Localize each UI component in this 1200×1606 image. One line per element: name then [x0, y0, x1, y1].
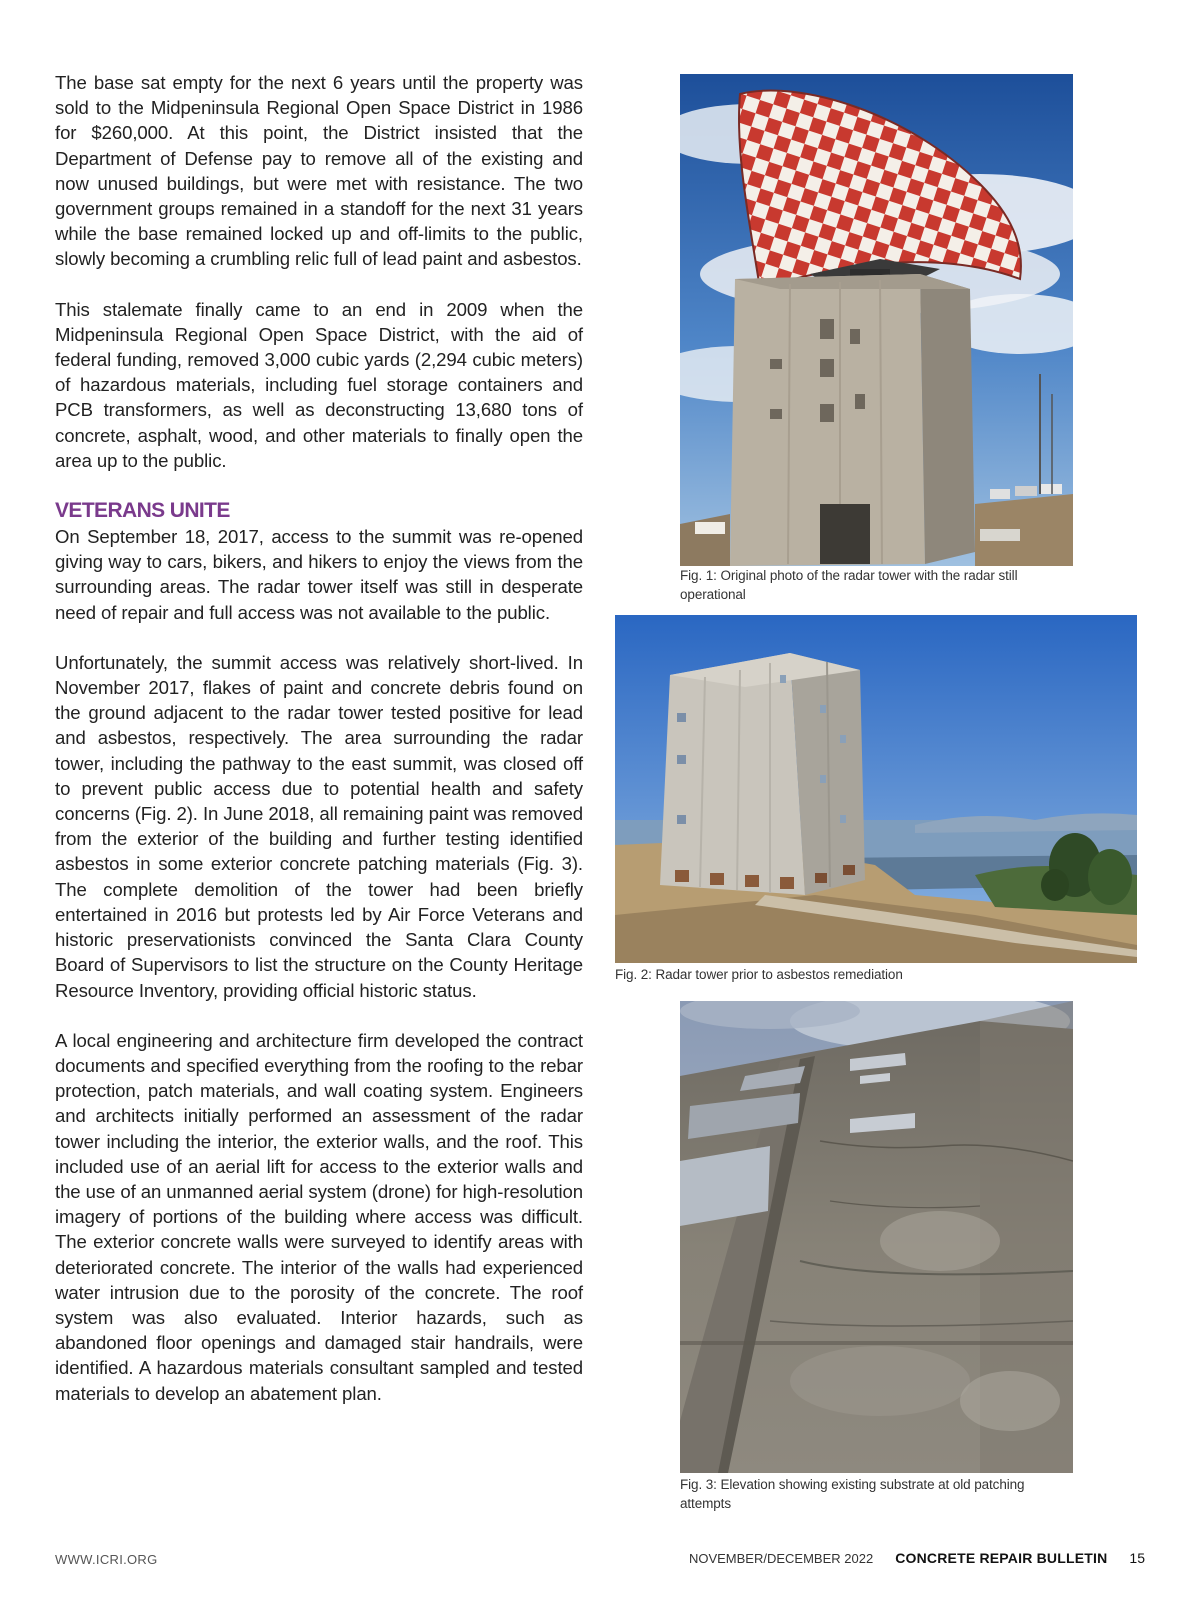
fig3-photo: [680, 1001, 1073, 1473]
fig3-image: [680, 1001, 1073, 1473]
fig2-caption: Fig. 2: Radar tower prior to asbestos remediation: [615, 967, 903, 982]
article-body: [55, 70, 583, 1431]
paragraph-1: The base sat empty for the next 6 years until the property was sold to the Midpeninsula Regional Open Space District in 1986 for $260,000. At this point, the District insisted that the Department of Defense pay to remove all of the existing and now unused buildings, but were met with resistance. The two government groups remained in a standoff for the next 31 years while the base remained locked up and off-limits to the public, slowly becoming a crumbling relic full of lead paint and asbestos.: [55, 72, 583, 270]
paragraph-4: Unfortunately, the summit access was relatively short-lived. In November 2017, flakes of paint and concrete debris found on the ground adjacent to the radar tower tested positive for lead and asbestos, respectively. The area surrounding the radar tower, including the pathway to the east summit, was closed off to prevent public access due to potential health and safety concerns (Fig. 2). In June 2018, all remaining paint was removed from the exterior of the building and further testing identified asbestos in some exterior concrete patching materials (Fig. 3). The complete demolition of the tower had been briefly entertained in 2016 but protests led by Air Force Veterans and historic preservationists convinced the Santa Clara County Board of Supervisors to list the structure on the County Heritage Resource Inventory, providing official historic status.: [55, 651, 583, 1001]
fig1-photo: [680, 74, 1073, 566]
fig2-image: [615, 615, 1137, 963]
paragraph-3: On September 18, 2017, access to the summit was re-opened giving way to cars, bikers, and hikers to enjoy the views from the surrounding areas. The radar tower itself was still in desperate need of repair and full access was not available to the public.: [55, 526, 583, 623]
page-number: 15: [1129, 1550, 1145, 1566]
footer-magazine-title: CONCRETE REPAIR BULLETIN: [895, 1550, 1108, 1566]
footer-issue: NOVEMBER/DECEMBER 2022: [688, 1551, 874, 1566]
footer-website: WWW.ICRI.ORG: [55, 1552, 158, 1567]
fig2-photo: [615, 615, 1137, 963]
paragraph-2: This stalemate finally came to an end in 2009 when the Midpeninsula Regional Open Space District, with the aid of federal funding, removed 3,000 cubic yards (2,294 cubic meters) of hazardous materials, including fuel storage containers and PCB transformers, as well as deconstructing 13,680 tons of concrete, asphalt, wood, and other materials to finally open the area up to the public.: [55, 298, 583, 471]
paragraph-5: A local engineering and architecture firm developed the contract documents and specified everything from the roofing to the rebar protection, patch materials, and wall coating system. Engineers and architects initially performed an assessment of the radar tower including the interior, the exterior walls, and the roof. This included use of an aerial lift for access to the exterior walls and the use of an unmanned aerial system (drone) for high-resolution imagery of portions of the building where access was difficult. The exterior concrete walls were surveyed to identify areas with deteriorated concrete. The interior of the walls had experienced water intrusion due to the porosity of the concrete. The roof system was also evaluated. Interior hazards, such as abandoned floor openings and damaged stair handrails, were identified. A hazardous materials consultant sampled and tested materials to develop an abatement plan.: [55, 1029, 583, 1404]
fig1-image: [680, 74, 1073, 566]
footer-masthead: [689, 1550, 1145, 1566]
fig3-caption: Fig. 3: Elevation showing existing substrate at old patching attempts: [680, 1477, 1025, 1511]
section-heading: VETERANS UNITE: [55, 499, 230, 523]
fig1-caption: Fig. 1: Original photo of the radar tower with the radar still operational: [680, 568, 1018, 602]
